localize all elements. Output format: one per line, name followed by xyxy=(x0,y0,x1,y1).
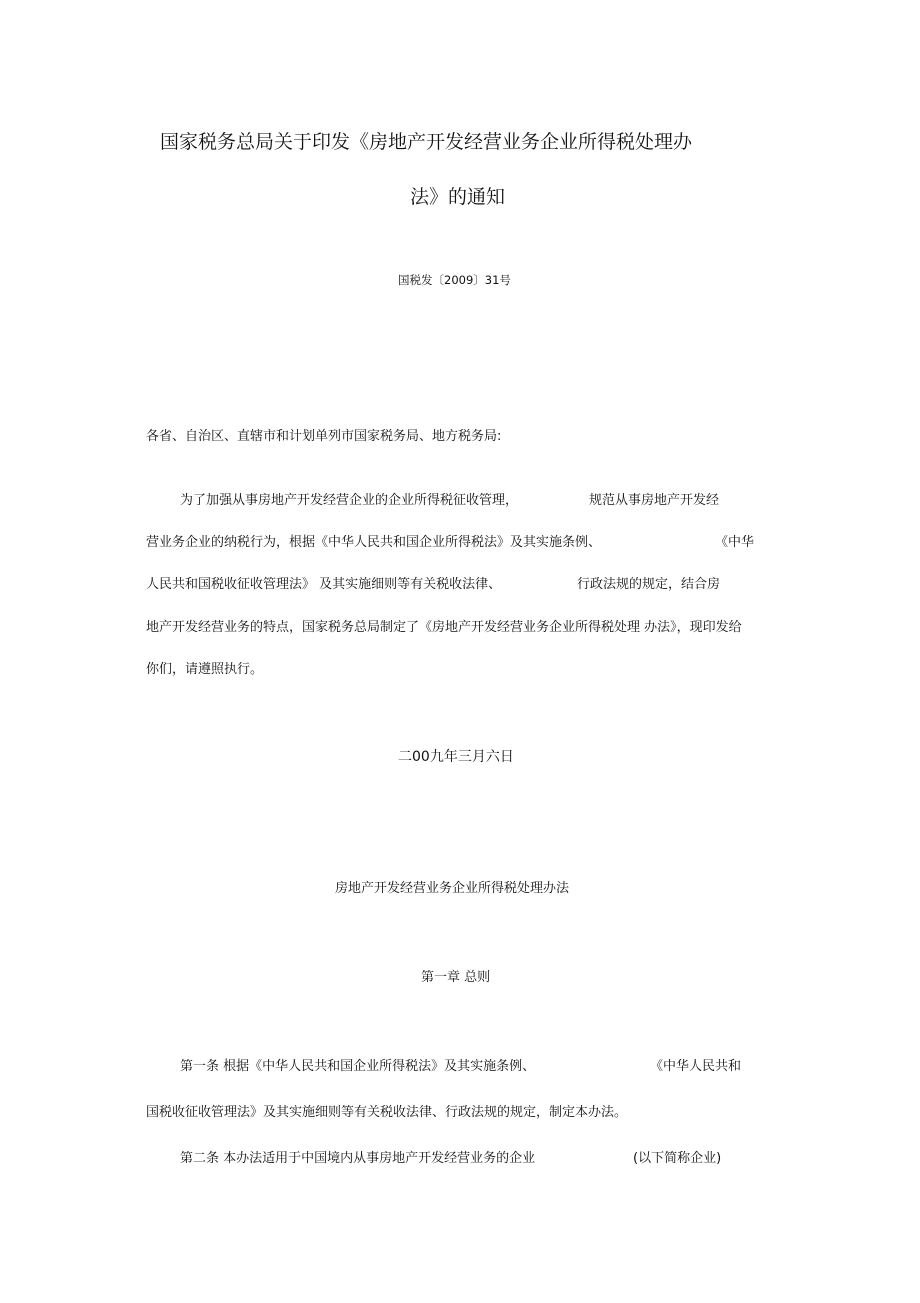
body-line-5: 你们，请遵照执行。 xyxy=(146,662,264,677)
article-2-line-1a: 第二条 本办法适用于中国境内从事房地产开发经营业务的企业 xyxy=(180,1151,536,1166)
article-1-line-1b: 《中华人民共和 xyxy=(650,1059,742,1074)
article-2-line-1b: (以下简称企业) xyxy=(633,1151,722,1166)
body-line-1a: 为了加强从事房地产开发经营企业的企业所得税征收管理， xyxy=(180,493,519,508)
body-line-2b: 《中华 xyxy=(715,535,755,550)
document-title-line-2: 法》的通知 xyxy=(410,186,506,208)
body-line-3b: 行政法规的规定，结合房 xyxy=(577,577,721,592)
addressee-line: 各省、自治区、直辖市和计划单列市国家税务局、地方税务局: xyxy=(146,429,502,444)
chapter-heading: 第一章 总则 xyxy=(421,970,491,985)
body-line-1b: 规范从事房地产开发经 xyxy=(589,493,720,508)
document-number: 国税发〔2009〕31号 xyxy=(398,273,511,287)
body-line-4: 地产开发经营业务的特点，国家税务总局制定了《房地产开发经营业务企业所得税处理 办法》，现印发给 xyxy=(146,620,742,635)
body-line-2a: 营业务企业的纳税行为，根据《中华人民共和国企业所得税法》及其实施条例、 xyxy=(146,535,602,550)
body-line-3a: 人民共和国税收征收管理法》 及其实施细则等有关税收法律、 xyxy=(146,577,502,592)
document-title-line-1: 国家税务总局关于印发《房地产开发经营业务企业所得税处理办 xyxy=(160,131,693,153)
article-1-line-1a: 第一条 根据《中华人民共和国企业所得税法》及其实施条例、 xyxy=(180,1059,536,1074)
article-1-line-2: 国税收征收管理法》及其实施细则等有关税收法律、行政法规的规定，制定本办法。 xyxy=(146,1105,628,1120)
document-date: 二00九年三月六日 xyxy=(398,749,514,765)
measure-title: 房地产开发经营业务企业所得税处理办法 xyxy=(335,881,570,896)
